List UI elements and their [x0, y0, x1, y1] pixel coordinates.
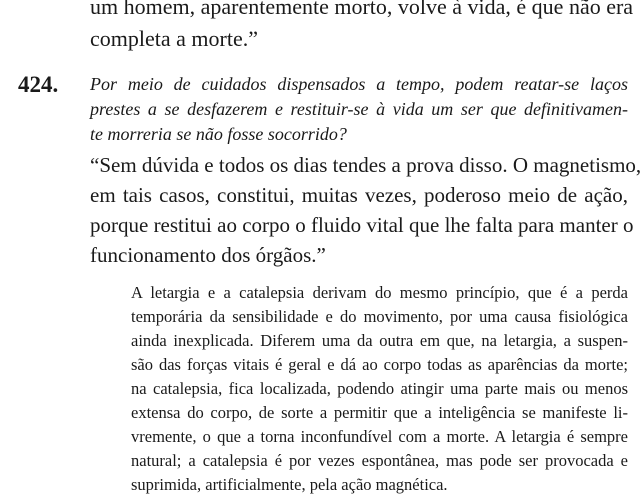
text-line: completa a morte.” [90, 26, 258, 51]
text-line: ainda inexplicada. Diferem uma da outra em que, na letargia, a suspen- [131, 331, 628, 350]
text-line: vremente, o que a torna inconfundível com a morte. A letargia é sempre [131, 427, 628, 446]
question-number: 424. [18, 72, 59, 97]
text-line: Por meio de cuidados dispensados a tempo, podem reatar-se laços [90, 74, 628, 94]
text-line: um homem, aparentemente morto, volve à vida, é que não era [90, 0, 634, 19]
text-line: porque restitui ao corpo o fluido vital que lhe falta para manter o [90, 213, 634, 237]
text-line: na catalepsia, fica localizada, podendo atingir uma parte mais ou menos [131, 379, 628, 398]
text-line: em tais casos, constitui, muitas vezes, poderoso meio de ação, [90, 183, 628, 207]
text-line: natural; a catalepsia é por vezes espontânea, mas pode ser provocada e [131, 451, 628, 470]
text-line: são das forças vitais é geral e dá ao corpo todas as aparências da morte; [131, 355, 628, 374]
text-line: temporária da sensibilidade e do movimento, por uma causa fisiológica [131, 307, 628, 326]
text-line: “Sem dúvida e todos os dias tendes a prova disso. O magnetismo, [90, 153, 642, 177]
text-line: extensa do corpo, de sorte a permitir que a inteligência se manifeste li- [131, 403, 628, 422]
text-line: A letargia e a catalepsia derivam do mesmo princípio, que é a perda [131, 283, 628, 302]
text-line: suprimida, artificialmente, pela ação magnética. [131, 475, 448, 494]
text-line: prestes a se desfazerem e restituir-se à vida um ser que definitivamen- [90, 99, 628, 119]
text-line: te morreria se não fosse socorrido? [90, 124, 347, 144]
text-line: funcionamento dos órgãos.” [90, 243, 326, 267]
